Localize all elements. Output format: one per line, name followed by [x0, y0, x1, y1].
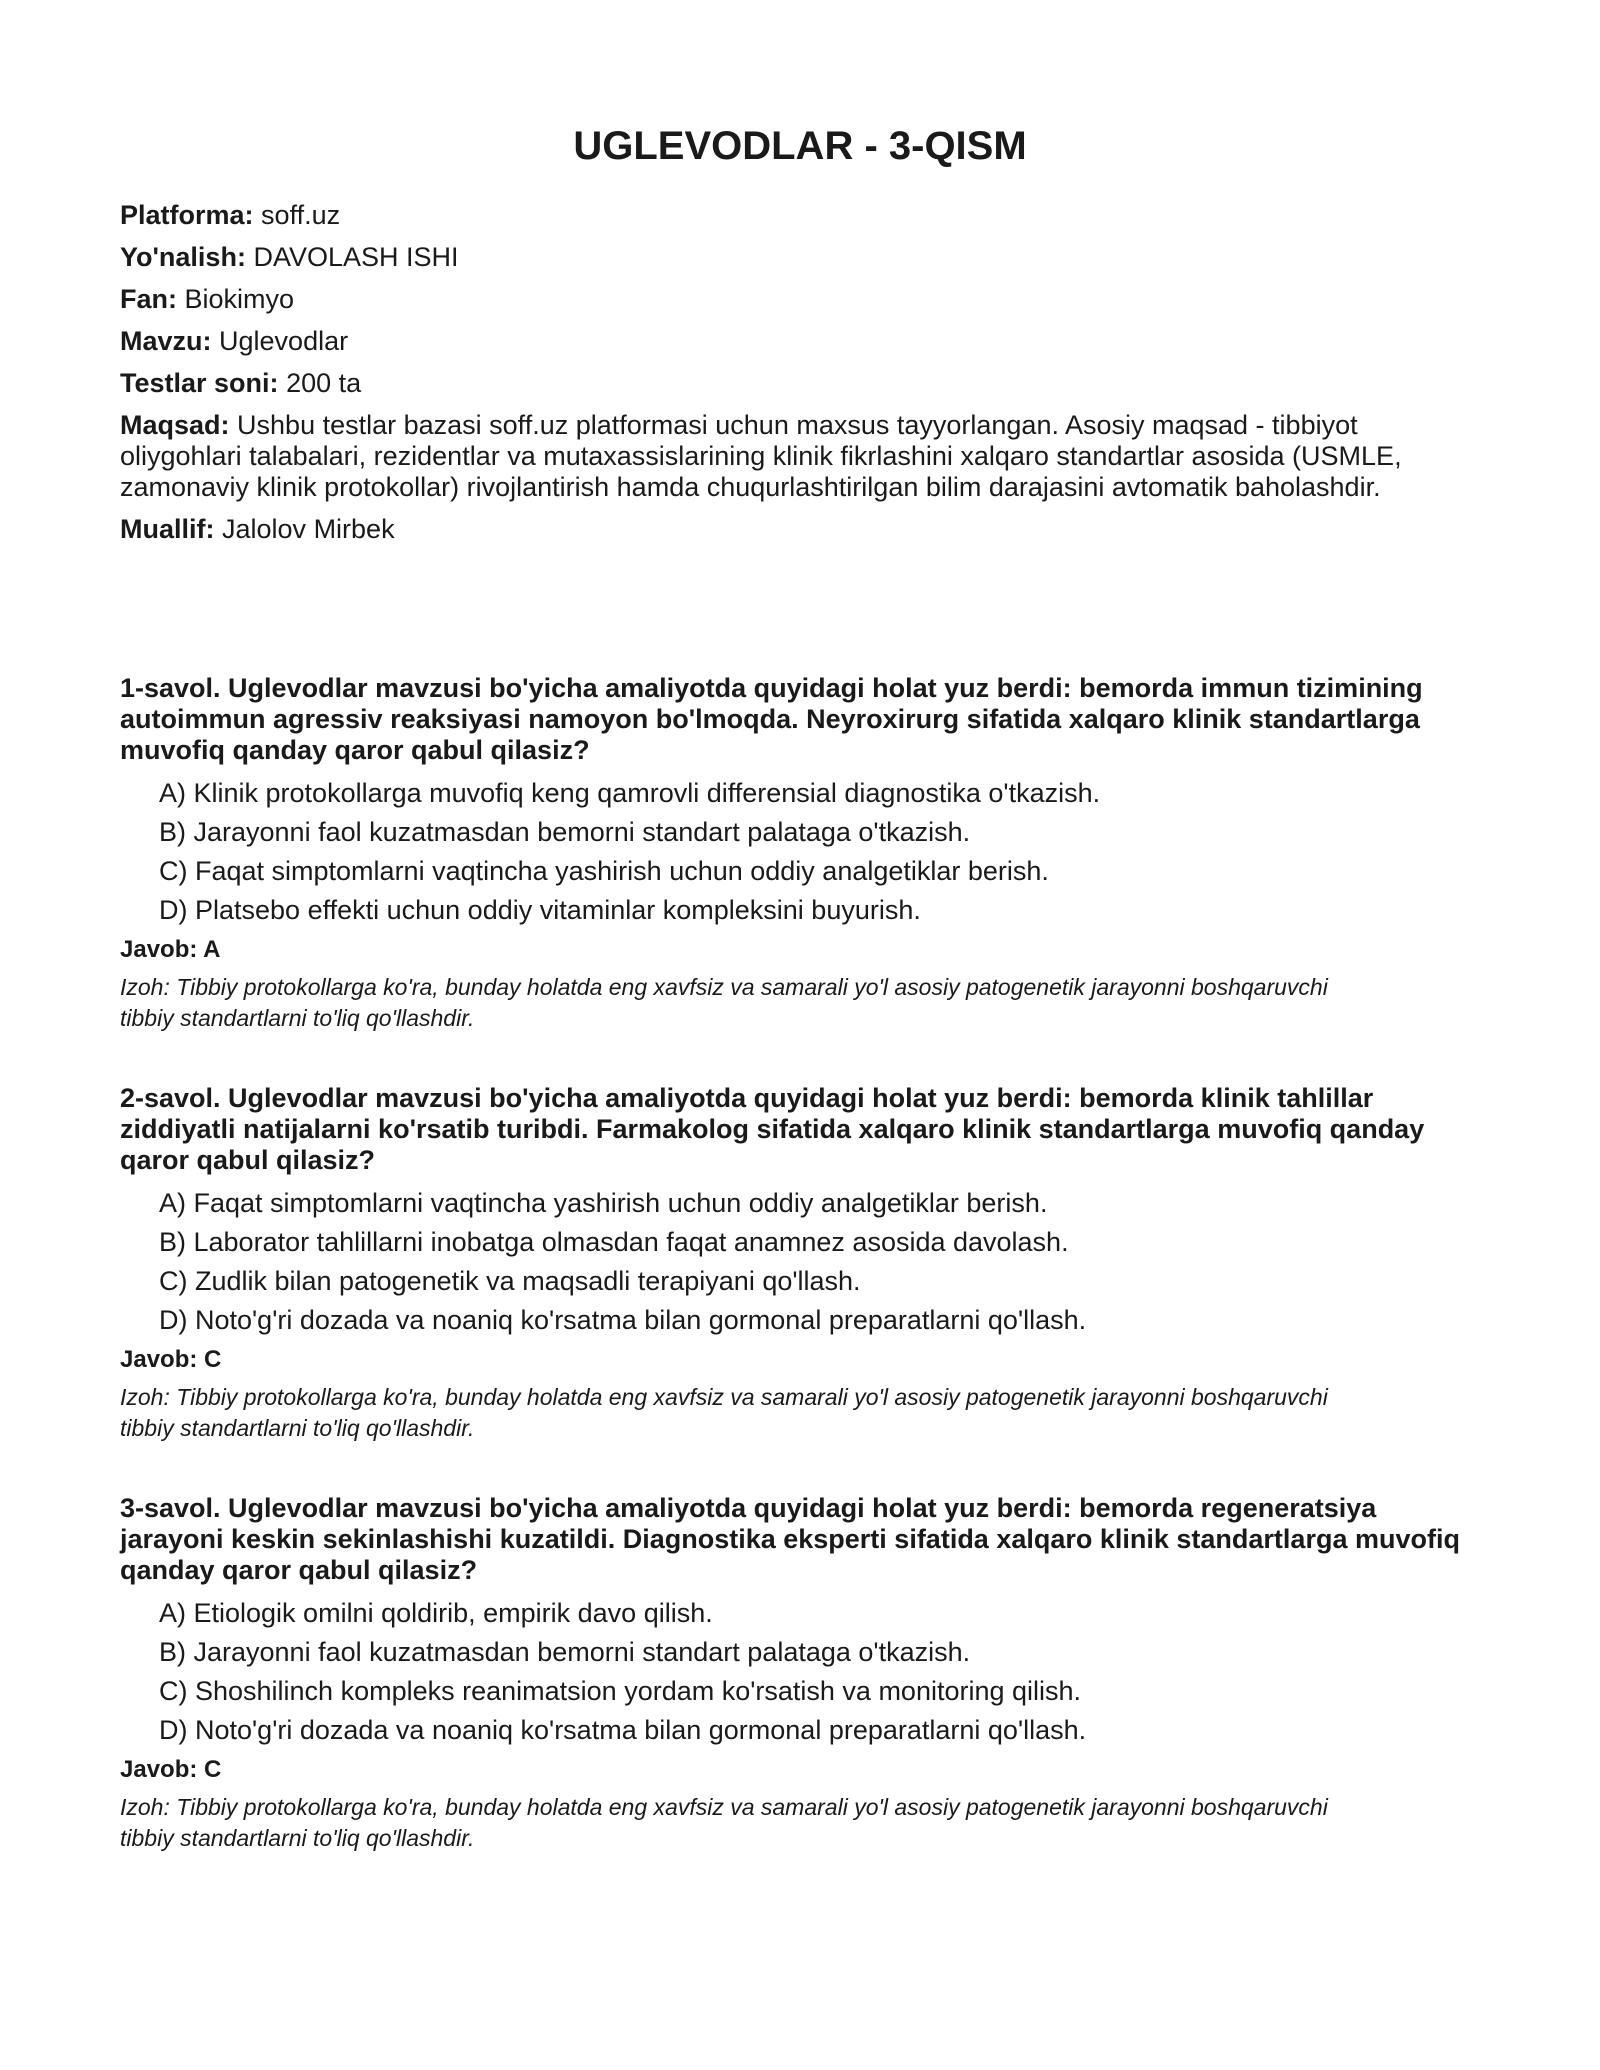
explanation-note: Izoh: Tibbiy protokollarga ko'ra, bunday holatda eng xavfsiz va samarali yo'l asosiy patogenetik jarayonni boshqaruvchi tibbiy standartlarni to'liq qo'llashdir.: [120, 1384, 1328, 1441]
meta-subject: [120, 284, 1480, 315]
question-text: 2-savol. Uglevodlar mavzusi bo'yicha amaliyotda quyidagi holat yuz berdi: bemorda klinik tahlillar ziddiyatli natijalarni ko'rsatib turibdi. Farmakolog sifatida xalqaro klinik standartlarga muvofiq qanday qaror qabul qilasiz?: [120, 1083, 1425, 1175]
meta-subject-value: Biokimyo: [184, 284, 295, 314]
answer-key: Javob: C: [120, 1346, 222, 1373]
meta-platform: [120, 200, 1480, 231]
answer-key: Javob: C: [120, 1756, 222, 1783]
meta-author-value: Jalolov Mirbek: [222, 514, 395, 544]
meta-goal-label: Maqsad:: [120, 410, 230, 440]
meta-author-label: Muallif:: [120, 514, 215, 544]
meta-count-value: 200 ta: [286, 368, 362, 398]
meta-direction-label: Yo'nalish:: [120, 242, 246, 272]
option-d: D) Noto'g'ri dozada va noaniq ko'rsatma bilan gormonal preparatlarni qo'llash.: [159, 1715, 1087, 1745]
question-1: [120, 673, 1480, 1034]
question-text: 3-savol. Uglevodlar mavzusi bo'yicha amaliyotda quyidagi holat yuz berdi: bemorda regeneratsiya jarayoni keskin sekinlashishi kuzatildi. Diagnostika eksperti sifatida xalqaro klinik standartlarga muvofiq qanday qaror qabul qilasiz?: [120, 1493, 1460, 1585]
explanation-note: Izoh: Tibbiy protokollarga ko'ra, bunday holatda eng xavfsiz va samarali yo'l asosiy patogenetik jarayonni boshqaruvchi tibbiy standartlarni to'liq qo'llashdir.: [120, 974, 1328, 1031]
question-3: [120, 1493, 1480, 1854]
meta-goal: [120, 410, 1480, 503]
meta-platform-label: Platforma:: [120, 200, 254, 230]
answer-options: [120, 778, 1480, 926]
option-a: A) Klinik protokollarga muvofiq keng qamrovli differensial diagnostika o'tkazish.: [159, 778, 1101, 808]
option-c: C) Zudlik bilan patogenetik va maqsadli terapiyani qo'llash.: [159, 1266, 861, 1296]
option-a: A) Etiologik omilni qoldirib, empirik davo qilish.: [159, 1598, 713, 1628]
option-b: B) Laborator tahlillarni inobatga olmasdan faqat anamnez asosida davolash.: [159, 1227, 1069, 1257]
meta-direction-value: DAVOLASH ISHI: [253, 242, 459, 272]
meta-topic: [120, 326, 1480, 357]
option-b: B) Jarayonni faol kuzatmasdan bemorni standart palataga o'tkazish.: [159, 1637, 971, 1667]
answer-options: [120, 1598, 1480, 1746]
explanation-note: Izoh: Tibbiy protokollarga ko'ra, bunday holatda eng xavfsiz va samarali yo'l asosiy patogenetik jarayonni boshqaruvchi tibbiy standartlarni to'liq qo'llashdir.: [120, 1794, 1328, 1851]
option-d: D) Noto'g'ri dozada va noaniq ko'rsatma bilan gormonal preparatlarni qo'llash.: [159, 1305, 1087, 1335]
option-c: C) Faqat simptomlarni vaqtincha yashirish uchun oddiy analgetiklar berish.: [159, 856, 1049, 886]
meta-goal-value: Ushbu testlar bazasi soff.uz platformasi uchun maxsus tayyorlangan. Asosiy maqsad - tibbiyot oliygohlari talabalari, rezidentlar va mutaxassislarining klinik fikrlashini xalqaro standartlar asosida (USMLE, zamonaviy klinik protokollar) rivojlantirish hamda chuqurlashtirilgan bilim darajasini avtomatik baholashdir.: [120, 410, 1402, 502]
option-b: B) Jarayonni faol kuzatmasdan bemorni standart palataga o'tkazish.: [159, 817, 971, 847]
meta-count-label: Testlar soni:: [120, 368, 279, 398]
meta-platform-value: soff.uz: [261, 200, 341, 230]
meta-topic-label: Mavzu:: [120, 326, 212, 356]
option-d: D) Platsebo effekti uchun oddiy vitaminlar kompleksini buyurish.: [159, 895, 921, 925]
option-a: A) Faqat simptomlarni vaqtincha yashirish uchun oddiy analgetiklar berish.: [159, 1188, 1048, 1218]
option-c: C) Shoshilinch kompleks reanimatsion yordam ko'rsatish va monitoring qilish.: [159, 1676, 1082, 1706]
meta-subject-label: Fan:: [120, 284, 177, 314]
meta-topic-value: Uglevodlar: [219, 326, 349, 356]
question-2: [120, 1083, 1480, 1444]
meta-direction: [120, 242, 1480, 273]
document-meta: [120, 200, 1480, 556]
meta-author: [120, 514, 1480, 545]
answer-options: [120, 1188, 1480, 1336]
document-title: UGLEVODLAR - 3-QISM: [573, 124, 1027, 168]
answer-key: Javob: A: [120, 936, 221, 963]
meta-count: [120, 368, 1480, 399]
question-text: 1-savol. Uglevodlar mavzusi bo'yicha amaliyotda quyidagi holat yuz berdi: bemorda immun tizimining autoimmun agressiv reaksiyasi namoyon bo'lmoqda. Neyroxirurg sifatida xalqaro klinik standartlarga muvofiq qanday qaror qabul qilasiz?: [120, 673, 1423, 765]
